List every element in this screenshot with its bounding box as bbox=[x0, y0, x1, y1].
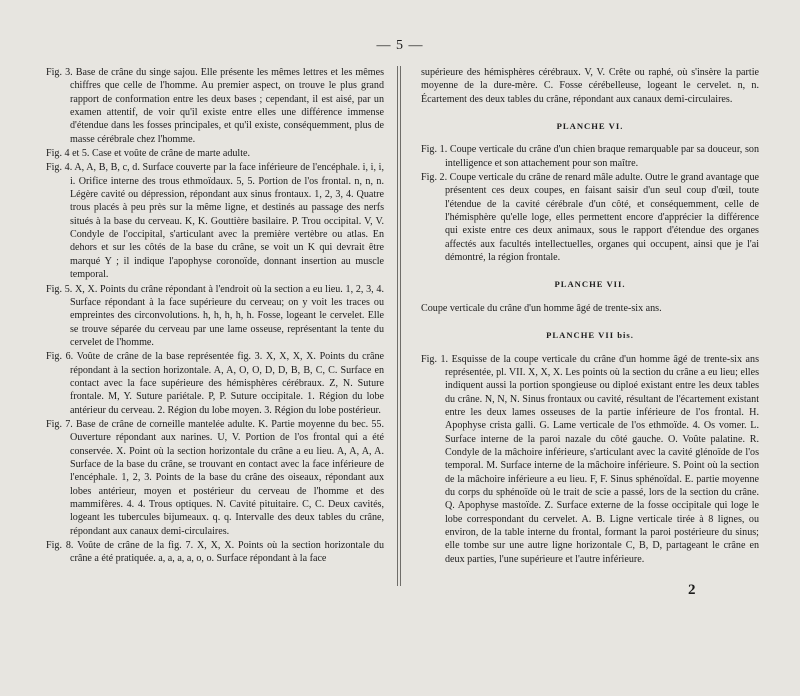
figure-entry: Fig. 7. Base de crâne de corneille mantelée adulte. K. Partie moyenne du bec. 55. Ouverture répondant aux narines. U, V. Portion de l'os frontal qui a été conservée. X. Point où la section horizontale du crâne a eu lieu. A, A, A, A. Surface de la base du crâne, se trouvant en contact avec la face inférieure de l'encéphale. 1, 2, 3. Points de la base du crâne des oiseaux, répondant aux lobes antérieur, moyen et postérieur du cerveau de l'homme et des mammifères. 4. 4. Trous optiques. N. Cavité pituitaire. C, C. Deux cavités, logeant les tubercules bijumeaux. q. q. Intervalle des deux tables du crâne, répondant aux canaux demi-circulaires. bbox=[46, 418, 384, 537]
section-heading: PLANCHE VI. bbox=[556, 121, 624, 132]
figure-entry: Fig. 6. Voûte de crâne de la base représentée fig. 3. X, X, X, X. Points du crâne répondant à la section horizontale. A, A, O, O, D, D, B, B, C, C. Surface en contact avec la face supérieure des hémisphères cérébraux. Z, N. Suture frontale. M, Y. Suture pariétale. P, P. Suture occipitale. 1. Région du lobe antérieur du cerveau. 2. Région du lobe moyen. 3. Région du lobe postérieur. bbox=[46, 351, 384, 416]
figure-entry: Fig. 1. Esquisse de la coupe verticale du crâne d'un homme âgé de trente-six ans représentée, pl. VII. X, X, X. Les points où la section du crâne a eu lieu; elles indiquent aussi la portion spongieuse ou diploé existant entre les deux tables du crâne. N, N, N. Sinus frontaux ou cavité, résultant de l'écartement existant entre les deux lames osseuses de la partie inférieure de l'os frontal. H. Apophyse crista galli. G. Lame verticale de l'os ethmoïde. 4. Os vomer. L. Surface interne de la paroi nazale du côté gauche. O. Voûte palatine. R. Condyle de la mâchoire inférieure, s'articulant avec la cavité glénoïde de l'os temporal. M. Surface interne de la mâchoire inférieure. S. Point où la section de la mâchoire inférieure a eu lieu. F, F. Sinus sphénoïdal. E. partie moyenne du corps du sphénoïde où le trait de scie a passé, lors de la section du crâne. Q. Apophyse mastoïde. Z. Surface externe de la fosse occipitale qui loge le lobe correspondant du cervelet. A. B. Ligne verticale tirée à 8 lignes, ou environ, de la table interne du frontal, formant la paroi postérieure du sinus; elle tombe sur une autre ligne horizontale C, B, D, partageant le crâne en deux parties, l'une supérieure et l'autre inférieure. bbox=[421, 353, 759, 565]
figure-entry: Fig. 1. Coupe verticale du crâne d'un chien braque remarquable par sa douceur, son intelligence et son attachement pour son maître. bbox=[421, 144, 759, 169]
section-heading: PLANCHE VII bis. bbox=[546, 330, 634, 341]
page-number: — 5 — bbox=[376, 38, 424, 53]
right-column bbox=[421, 66, 759, 567]
continuation-text: supérieure des hémisphères cérébraux. V, V. Crête ou raphé, où s'insère la partie moyenne de la dure-mère. C. Fosse cérébelleuse, logeant le cervelet. n, n. Écartement des deux tables du crâne, répondant aux canaux demi-circulaires. bbox=[421, 67, 759, 105]
left-column bbox=[46, 66, 384, 567]
figure-entry: Fig. 2. Coupe verticale du crâne de renard mâle adulte. Outre le grand avantage que présentent ces deux coupes, en faisant saisir d'un seul coup d'œil, toute l'étendue de la cavité cérébrale d'un côté, et conséquemment, celle de l'hémisphère qu'elle loge, elles permettent encore d'apprécier la différence qui existe entre ces deux animaux, sous le rapport d'étendue des organes affectés aux facultés intellectuelles, organes qui occupent, ainsi que je l'ai démontré, la région frontale. bbox=[421, 172, 759, 264]
figure-entry: Fig. 4. A, A, B, B, c, d. Surface couverte par la face inférieure de l'encéphale. i, i, i, i. Orifice interne des trous ethmoïdaux. 5, 5. Portion de l'os frontal. n, n, n. Légère cavité ou dépression, répondant aux sinus frontaux. 1, 2, 3, 4. Quatre trous placés à peu près sur la même ligne, et destinés au passage des nerfs situés à la base du cerveau. K, K. Gouttière basilaire. P. Trou occipital. V, V. Condyle de l'occipital, s'articulant avec la première vertèbre ou atlas. En dehors et sur les côtés de la base du crâne, se voit un K qui devrait être marqué Y ; il indique l'apophyse coronoïde, donnant insertion au muscle temporal. bbox=[46, 162, 384, 281]
signature-mark: 2 bbox=[688, 582, 696, 598]
figure-entry: Fig. 8. Voûte de crâne de la fig. 7. X, X, X. Points où la section horizontale du crâne a été pratiquée. a, a, a, a, o, o. Surface répondant à la face bbox=[46, 540, 384, 565]
column-divider bbox=[397, 66, 398, 586]
column-divider bbox=[400, 66, 401, 586]
figure-entry: Fig. 3. Base de crâne du singe sajou. Elle présente les mêmes lettres et les mêmes chiffres que celle de l'homme. Au premier aspect, on trouve le plus grand rapport de conformation entre les deux bases ; cependant, il est aisé, par un examen attentif, de voir qu'il existe entre elles une différence immense d'étendue dans les fosses principales, et qu'il existe, conséquemment, plus de masse cérébrale chez l'homme. bbox=[46, 67, 384, 145]
figure-entry: Fig. 4 et 5. Case et voûte de crâne de marte adulte. bbox=[46, 148, 251, 160]
figure-entry: Fig. 5. X, X. Points du crâne répondant à l'endroit où la section a eu lieu. 1, 2, 3, 4. Surface répondant à la face supérieure du cerveau; on y voit les traces ou empreintes des circonvolutions. h, h, h, h, h. Fosse, logeant le cervelet. Elle se trouve séparée du cerveau par une lame osseuse, représentant la tente du cervelet de l'homme. bbox=[46, 283, 384, 348]
section-heading: PLANCHE VII. bbox=[554, 279, 626, 290]
plate-description: Coupe verticale du crâne d'un homme âgé de trente-six ans. bbox=[421, 302, 662, 314]
